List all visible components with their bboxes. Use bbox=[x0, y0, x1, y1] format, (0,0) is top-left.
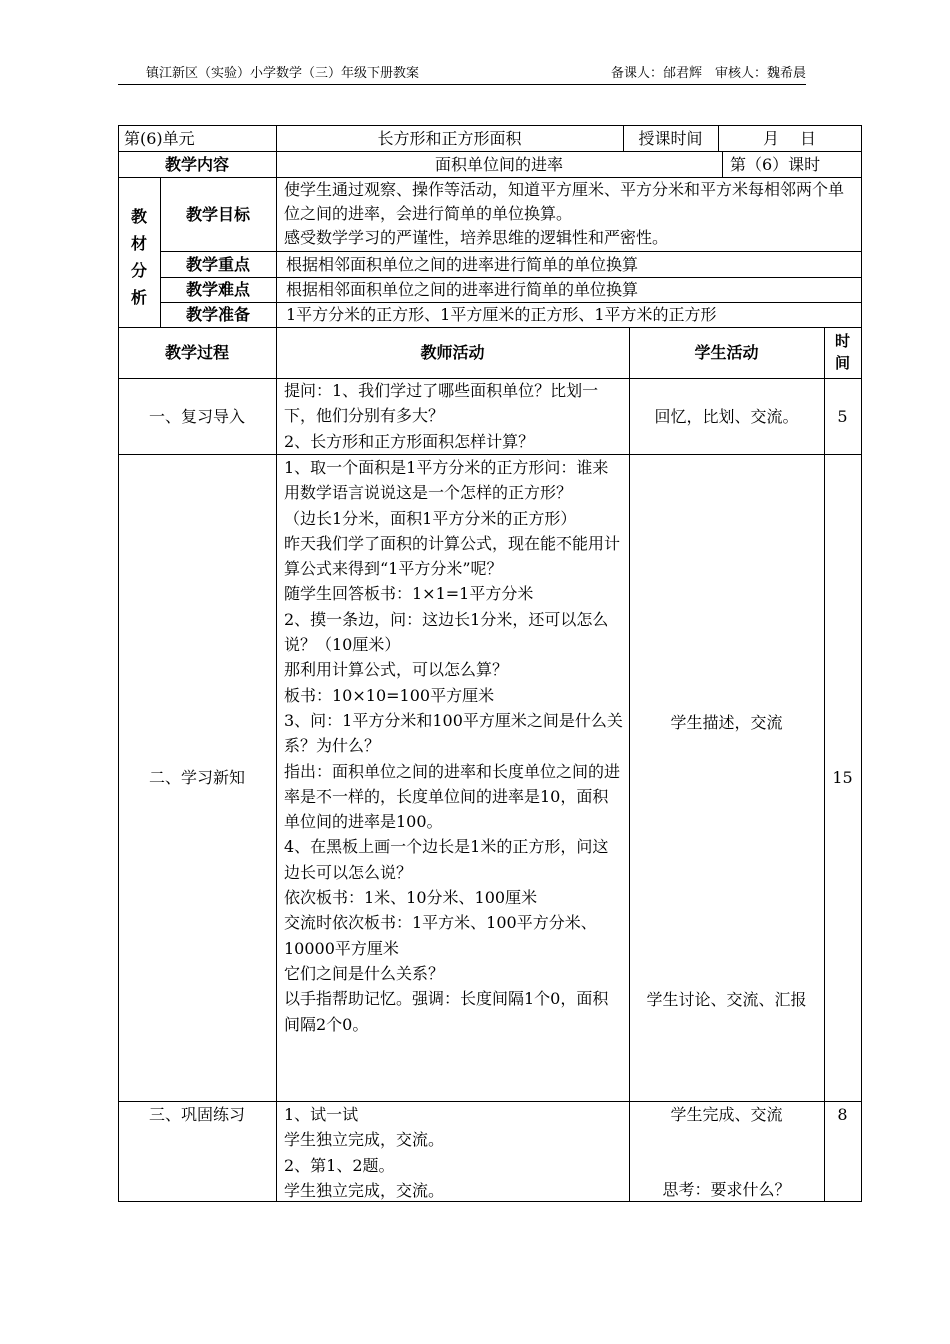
prep-text: 1平方分米的正方形、1平方厘米的正方形、1平方米的正方形 bbox=[286, 305, 717, 324]
section-student-activity: 回忆，比划、交流。 bbox=[654, 406, 799, 426]
time-header bbox=[824, 330, 861, 376]
lesson-plan-table bbox=[118, 125, 862, 1202]
section-name: 一、复习导入 bbox=[148, 406, 245, 426]
topic-cell: 长方形和正方形面积 bbox=[377, 128, 522, 148]
side-char: 材 bbox=[130, 234, 147, 253]
preparer-info: 备课人：邰君辉 审核人：魏希晨 bbox=[610, 66, 806, 81]
side-char: 分 bbox=[130, 261, 147, 280]
section-time: 5 bbox=[837, 406, 848, 426]
section-teacher-activity: 1、取一个面积是1平方分米的正方形问：谁来用数学语言说说这是一个怎样的正方形？ （边长1分米，面积1平方分米的正方形） 昨天我们学了面积的计算公式，现在能不能用计算公式来得到“1平方分米”呢？ 随学生回答板书：1×1=1平方分米 2、摸一条边，问：这边长1分米，还可以怎么说？（10厘米） 那利用计算公式，可以怎么算？ 板书：10×10=100平方厘米 3、问：1平方分米和100平方厘米之间是什么关系？为什么？ 指出：面积单位之间的进率和长度单位之间的进率是不一样的，长度单位间的进率是10，面积单位间的进率是100。 4、在黑板上画一个边长是1米的正方形，问这边长可以怎么说？ 依次板书：1米、10分米、100厘米 交流时依次板书：1平方米、100平方分米、10000平方厘米 它们之间是什么关系？ 以手指帮助记忆。强调：长度间隔1个0，面积间隔2个0。 bbox=[284, 458, 623, 1034]
section-name: 二、学习新知 bbox=[148, 768, 245, 787]
time-header-char: 间 bbox=[834, 354, 850, 372]
date-cell: 月 日 bbox=[762, 128, 817, 148]
student-header: 学生活动 bbox=[694, 343, 759, 362]
document-title: 镇江新区（实验）小学数学（三）年级下册教案 bbox=[146, 66, 420, 81]
section-student-activity: 学生讨论、交流、汇报 bbox=[646, 990, 807, 1009]
key-label: 教学重点 bbox=[185, 254, 250, 274]
section-teacher-activity: 提问：1、我们学过了哪些面积单位？比划一下，他们分别有多大？ 2、长方形和正方形面积怎样计算？ bbox=[284, 381, 599, 451]
section-teacher-activity: 1、试一试 学生独立完成，交流。 2、第1、2题。 学生独立完成，交流。 bbox=[284, 1105, 445, 1200]
section-student-activity: 思考：要求什么？ bbox=[662, 1180, 791, 1199]
analysis-side-label bbox=[118, 203, 160, 313]
lesson-cell: 第（6）课时 bbox=[730, 154, 821, 174]
section-time: 8 bbox=[837, 1105, 848, 1124]
section-name: 三、巩固练习 bbox=[148, 1105, 245, 1124]
goal-text: 使学生通过观察、操作等活动，知道平方厘米、平方分米和平方米每相邻两个单位之间的进率，会进行简单的单位换算。 感受数学学习的严谨性，培养思维的逻辑性和严密性。 bbox=[284, 180, 845, 247]
difficulty-text: 根据相邻面积单位之间的进率进行简单的单位换算 bbox=[286, 280, 639, 299]
key-text: 根据相邻面积单位之间的进率进行简单的单位换算 bbox=[286, 254, 639, 274]
content-cell: 面积单位间的进率 bbox=[434, 154, 563, 174]
section-time: 15 bbox=[832, 768, 853, 787]
side-char: 教 bbox=[130, 207, 147, 226]
process-header: 教学过程 bbox=[164, 343, 229, 362]
time-header-char: 时 bbox=[834, 332, 850, 350]
page-header bbox=[118, 66, 806, 85]
teacher-header: 教师活动 bbox=[420, 343, 485, 362]
section-student-activity: 学生完成、交流 bbox=[670, 1105, 783, 1124]
unit-cell: 第(6)单元 bbox=[124, 128, 195, 148]
goal-label: 教学目标 bbox=[185, 204, 250, 224]
content-label: 教学内容 bbox=[164, 154, 229, 174]
difficulty-label: 教学难点 bbox=[185, 280, 250, 299]
section-student-activity: 学生描述，交流 bbox=[670, 713, 783, 732]
time-label-cell: 授课时间 bbox=[638, 128, 703, 148]
side-char: 析 bbox=[130, 288, 147, 307]
prep-label: 教学准备 bbox=[185, 305, 250, 324]
